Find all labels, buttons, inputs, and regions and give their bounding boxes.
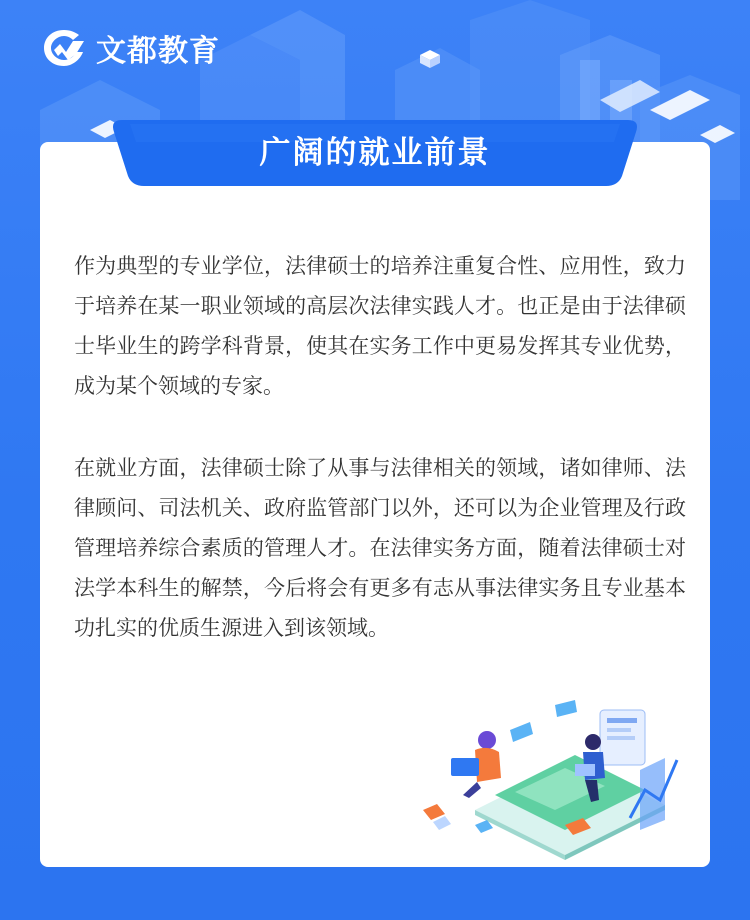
section-title-ribbon (100, 120, 650, 190)
career-illustration (415, 700, 685, 860)
article-body (74, 246, 686, 648)
brand-logo (40, 26, 220, 70)
paragraph: 在就业方面，法律硕士除了从事与法律相关的领域，诸如律师、法律顾问、司法机关、政府监管部门以外，还可以为企业管理及行政管理培养综合素质的管理人才。在法律实务方面，随着法律硕士对法学本科生的解禁，今后将会有更多有志从事法律实务且专业基本功扎实的优质生源进入到该领域。 (74, 456, 686, 640)
section-title: 广阔的就业前景 (259, 135, 491, 171)
wendu-logo-icon (40, 26, 88, 70)
brand-name: 文都教育 (96, 34, 220, 69)
paragraph: 作为典型的专业学位，法律硕士的培养注重复合性、应用性，致力于培养在某一职业领域的高层次法律实践人才。也正是由于法律硕士毕业生的跨学科背景，使其在实务工作中更易发挥其专业优势，成为某个领域的专家。 (74, 254, 686, 398)
